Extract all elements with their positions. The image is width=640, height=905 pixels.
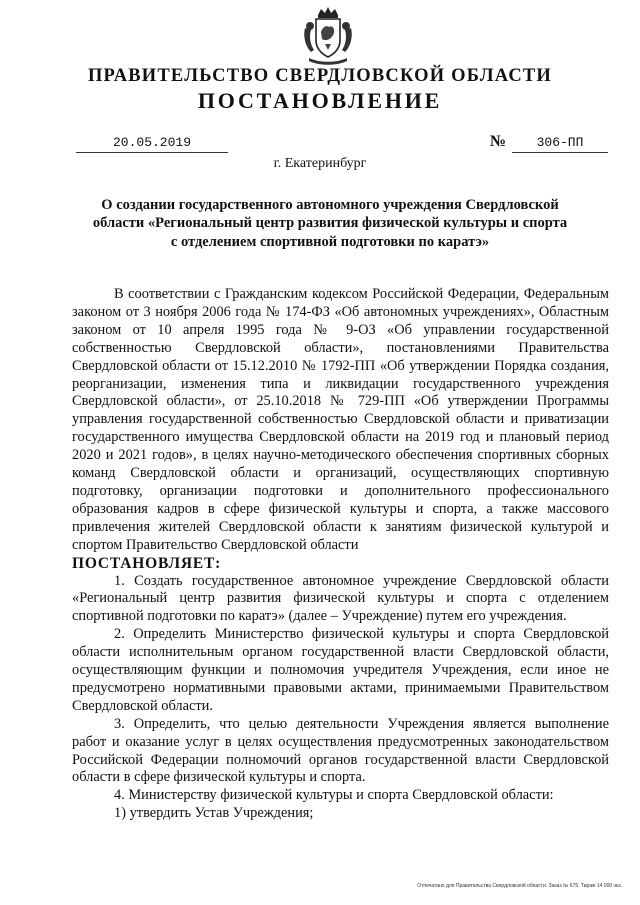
clause-4-item-1: 1) утвердить Устав Учреждения;: [114, 805, 314, 822]
city-name: г. Екатеринбург: [273, 156, 367, 171]
document-type: ПОСТАНОВЛЕНИЕ: [197, 88, 443, 113]
document-subject: О создании государственного автономного учреждения Свердловской области «Региональный центр развития физической культуры и спорта с отделением спортивной подготовки по каратэ»: [92, 197, 568, 250]
preamble-paragraph: В соответствии с Гражданским кодексом Российской Федерации, Федеральным законом от 3 ноября 2006 года № 174-ФЗ «Об автономных учреждениях», Областным законом от 10 апреля 1995 года № 9-ОЗ «Об управлении государственной собственностью Свердловской области», постановлениями Правительства Свердловской области от 15.12.2010 № 1792-ПП «Об утверждении Порядка создания, реорганизации, изменения типа и ликвидации государственного учреждения Свердловской области», от 25.10.2018 № 729-ПП «Об утверждении Программы управления государственной собственностью Свердловской области и приватизации государственного имущества Свердловской области на 2019 год и плановый период 2020 и 2021 годов», в целях научно-методического обеспечения спортивных сборных команд Свердловской области и организаций, осуществляющих спортивную подготовку, организации подготовки и дополнительного профессионального образования кадров в сфере физической культуры и спорта, а также массового привлечения жителей Свердловской области к занятиям физической культурой и спортом Правительство Свердловской области: [72, 286, 609, 553]
document-date: 20.05.2019: [76, 134, 228, 153]
clause-4: 4. Министерству физической культуры и спорта Свердловской области:: [114, 787, 554, 804]
number-sign: №: [490, 133, 507, 150]
document-number: 306-ПП: [512, 134, 608, 153]
clause-3: 3. Определить, что целью деятельности Учреждения является выполнение работ и оказание услуг в целях осуществления предусмотренных законодательством Российской Федерации полномочий органов государственной власти Свердловской области в сфере физической культуры и спорта.: [72, 715, 609, 786]
document-body: [72, 286, 609, 823]
government-title: ПРАВИТЕЛЬСТВО СВЕРДЛОВСКОЙ ОБЛАСТИ: [87, 66, 553, 86]
decree-heading: ПОСТАНОВЛЯЕТ:: [72, 554, 222, 572]
coat-of-arms-icon: [301, 6, 355, 66]
clause-1: 1. Создать государственное автономное учреждение Свердловской области «Региональный центр развития физической культуры и спорта с отделением спортивной подготовки по каратэ» (далее – Учреждение) путем его учреждения.: [72, 572, 609, 625]
clause-2: 2. Определить Министерство физической культуры и спорта Свердловской области исполнительным органом государственной власти Свердловской области, осуществляющим функции и полномочия учредителя Учреждения, если иное не предусмотрено нормативными правовыми актами, принимаемыми Правительством Свердловской области.: [72, 626, 609, 714]
print-footer-note: Отпечатано для Правительства Свердловской области. Заказ № 675. Тираж 14 000 экз.: [417, 883, 622, 889]
